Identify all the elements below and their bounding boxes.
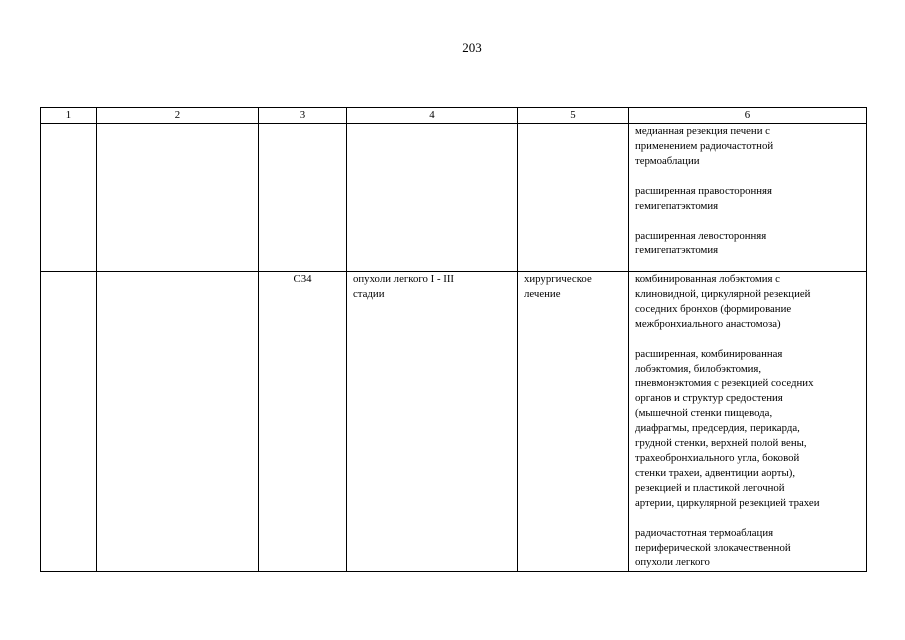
row1-col4 bbox=[347, 124, 518, 272]
row1-col6 bbox=[629, 124, 867, 272]
procedure-text: расширенная правосторонняя гемигепатэктомия bbox=[635, 184, 772, 212]
row1-col5 bbox=[518, 124, 629, 272]
row1-col1 bbox=[41, 124, 97, 272]
table-row bbox=[41, 124, 867, 272]
row1-col2 bbox=[97, 124, 259, 272]
row1-col3 bbox=[259, 124, 347, 272]
row2-col4-diagnosis: опухоли легкого I - III стадии bbox=[347, 272, 518, 572]
procedure-text: радиочастотная термоаблация периферической злокачественной опухоли легкого bbox=[635, 526, 791, 569]
row2-col3-code: C34 bbox=[259, 272, 347, 572]
row2-col1 bbox=[41, 272, 97, 572]
header-col-5: 5 bbox=[518, 108, 629, 124]
procedure-text: расширенная, комбинированная лобэктомия, билобэктомия, пневмонэктомия с резекцией соседних органов и структур средостения (мышечной стенки пищевода, диафрагмы, предсердия, перикарда, грудной стенки, верхней полой вены, трахеобронхиального угла, боковой стенки трахеи, адвентиции аорты), резекцией и пластикой легочной артерии, циркулярной резекцией трахеи bbox=[635, 347, 820, 509]
procedure-text: комбинированная лобэктомия с клиновидной, циркулярной резекцией соседних бронхов (формирование межбронхиального анастомоза) bbox=[635, 273, 811, 330]
page-number: 203 bbox=[462, 40, 482, 55]
procedure-text: расширенная левосторонняя гемигепатэктомия bbox=[635, 229, 767, 257]
row2-col6 bbox=[629, 272, 867, 572]
header-col-1: 1 bbox=[41, 108, 97, 124]
header-col-6: 6 bbox=[629, 108, 867, 124]
medical-procedures-table bbox=[40, 107, 867, 572]
row2-col5-treatment: хирургическое лечение bbox=[518, 272, 629, 572]
table-row bbox=[41, 272, 867, 572]
header-col-4: 4 bbox=[347, 108, 518, 124]
procedure-text: медианная резекция печени с применением радиочастотной термоаблации bbox=[635, 125, 774, 167]
header-col-3: 3 bbox=[259, 108, 347, 124]
row2-col2 bbox=[97, 272, 259, 572]
header-row bbox=[41, 108, 867, 124]
header-col-2: 2 bbox=[97, 108, 259, 124]
